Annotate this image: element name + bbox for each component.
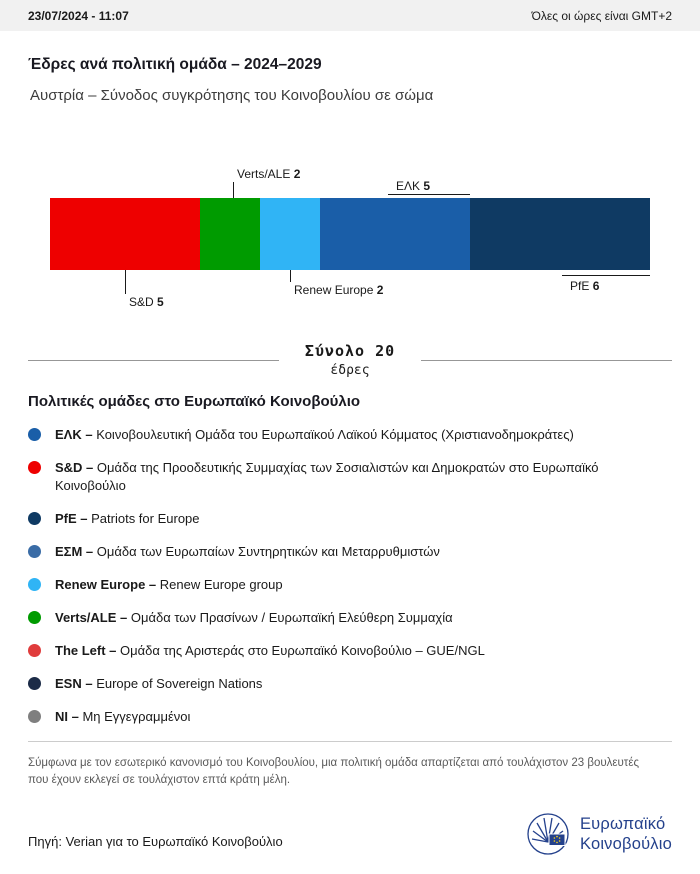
legend-item	[28, 609, 672, 627]
stacked-bar	[50, 198, 650, 270]
segment-label-S&D: S&D 5	[129, 295, 164, 309]
ep-logo-line1: Ευρωπαϊκό	[579, 815, 666, 833]
group-abbr: ΕΛΚ –	[55, 427, 97, 442]
label-connector-Verts/ALE	[233, 182, 234, 198]
legend-item	[28, 426, 672, 444]
group-description: Ομάδα των Πρασίνων / Ευρωπαϊκή Ελεύθερη Συμμαχία	[130, 610, 453, 625]
group-color-dot-icon	[28, 512, 41, 525]
label-connector-Renew Europe	[290, 270, 291, 282]
bar-segment-PfE[interactable]	[470, 198, 650, 270]
group-abbr: ΕΣΜ –	[55, 544, 97, 559]
source-value: Verian για το Ευρωπαϊκό Κοινοβούλιο	[61, 834, 283, 849]
group-description: Ομάδα της Αριστεράς στο Ευρωπαϊκό Κοινοβούλιο – GUE/NGL	[120, 643, 485, 658]
legend-heading: Πολιτικές ομάδες στο Ευρωπαϊκό Κοινοβούλιο	[28, 393, 361, 410]
group-color-dot-icon	[28, 710, 41, 723]
group-abbr: The Left –	[55, 643, 121, 658]
legend-item	[28, 576, 672, 594]
bar-segment-Renew Europe[interactable]	[260, 198, 320, 270]
group-abbr: Renew Europe –	[55, 577, 160, 592]
group-color-dot-icon	[28, 677, 41, 690]
label-connector-ΕΛΚ	[388, 194, 470, 195]
segment-label-Verts/ALE: Verts/ALE 2	[237, 167, 301, 181]
seat-chart	[50, 168, 650, 320]
group-abbr: ESN –	[55, 676, 97, 691]
label-connector-PfE	[562, 275, 650, 276]
ep-logo-text	[580, 814, 672, 854]
group-abbr: S&D –	[55, 460, 97, 475]
group-description: Patriots for Europe	[91, 511, 200, 526]
datetime-label: 23/07/2024 - 11:07	[28, 8, 129, 23]
total-seats-label: Σύνολο 20	[304, 342, 396, 360]
bar-segment-S&D[interactable]	[50, 198, 200, 270]
footnote-text: Σύμφωνα με τον εσωτερικό κανονισμό του Κοινοβουλίου, μια πολιτική ομάδα απαρτίζεται από τουλάχιστον 23 βουλευτές που έχουν εκλεγεί σε τουλάχιστον επτά κράτη μέλη.	[28, 757, 640, 786]
page-title: Έδρες ανά πολιτική ομάδα – 2024–2029	[28, 56, 322, 73]
group-description: Κοινοβουλευτική Ομάδα του Ευρωπαϊκού Λαϊκού Κόμματος (Χριστιανοδημοκράτες)	[96, 427, 574, 442]
group-description: Ομάδα των Ευρωπαίων Συντηρητικών και Μεταρρυθμιστών	[96, 544, 440, 559]
group-abbr: PfE –	[55, 511, 92, 526]
bar-segment-Verts/ALE[interactable]	[200, 198, 260, 270]
bar-segment-ΕΛΚ[interactable]	[320, 198, 470, 270]
legend-item	[28, 459, 672, 495]
segment-label-ΕΛΚ: ΕΛΚ 5	[396, 179, 431, 193]
group-color-dot-icon	[28, 428, 41, 441]
group-color-dot-icon	[28, 644, 41, 657]
group-abbr: Verts/ALE –	[55, 610, 131, 625]
label-connector-S&D	[125, 270, 126, 294]
group-color-dot-icon	[28, 578, 41, 591]
segment-label-PfE: PfE 6	[570, 279, 600, 293]
group-color-dot-icon	[28, 611, 41, 624]
group-description: Europe of Sovereign Nations	[96, 676, 263, 691]
top-bar	[0, 0, 700, 31]
legend-item	[28, 543, 672, 561]
legend-item	[28, 510, 672, 528]
divider-line-left	[28, 360, 279, 361]
group-description: Renew Europe group	[159, 577, 283, 592]
divider-line-right	[421, 360, 672, 361]
timezone-note: Όλες οι ώρες είναι GMT+2	[531, 8, 672, 23]
total-seats-divider	[28, 342, 672, 378]
segment-label-Renew Europe: Renew Europe 2	[294, 283, 384, 297]
footnote-divider	[28, 741, 672, 742]
legend-item	[28, 675, 672, 693]
total-seats-sublabel: έδρες	[330, 363, 370, 378]
legend-list	[28, 426, 672, 726]
ep-logo-line2: Κοινοβούλιο	[579, 835, 672, 853]
legend-item	[28, 708, 672, 726]
group-color-dot-icon	[28, 461, 41, 474]
group-description: Μη Εγγεγραμμένοι	[82, 709, 191, 724]
ep-logo[interactable]	[525, 811, 672, 857]
legend-item	[28, 642, 672, 660]
page-subtitle: Αυστρία – Σύνοδος συγκρότησης του Κοινοβουλίου σε σώμα	[30, 87, 434, 104]
group-description: Ομάδα της Προοδευτικής Συμμαχίας των Σοσιαλιστών και Δημοκρατών στο Ευρωπαϊκό Κοινοβούλιο	[55, 460, 599, 493]
source-label: Πηγή:	[28, 834, 62, 849]
source-text	[28, 834, 283, 849]
group-abbr: NI –	[55, 709, 83, 724]
ep-logo-icon	[525, 811, 571, 857]
group-color-dot-icon	[28, 545, 41, 558]
